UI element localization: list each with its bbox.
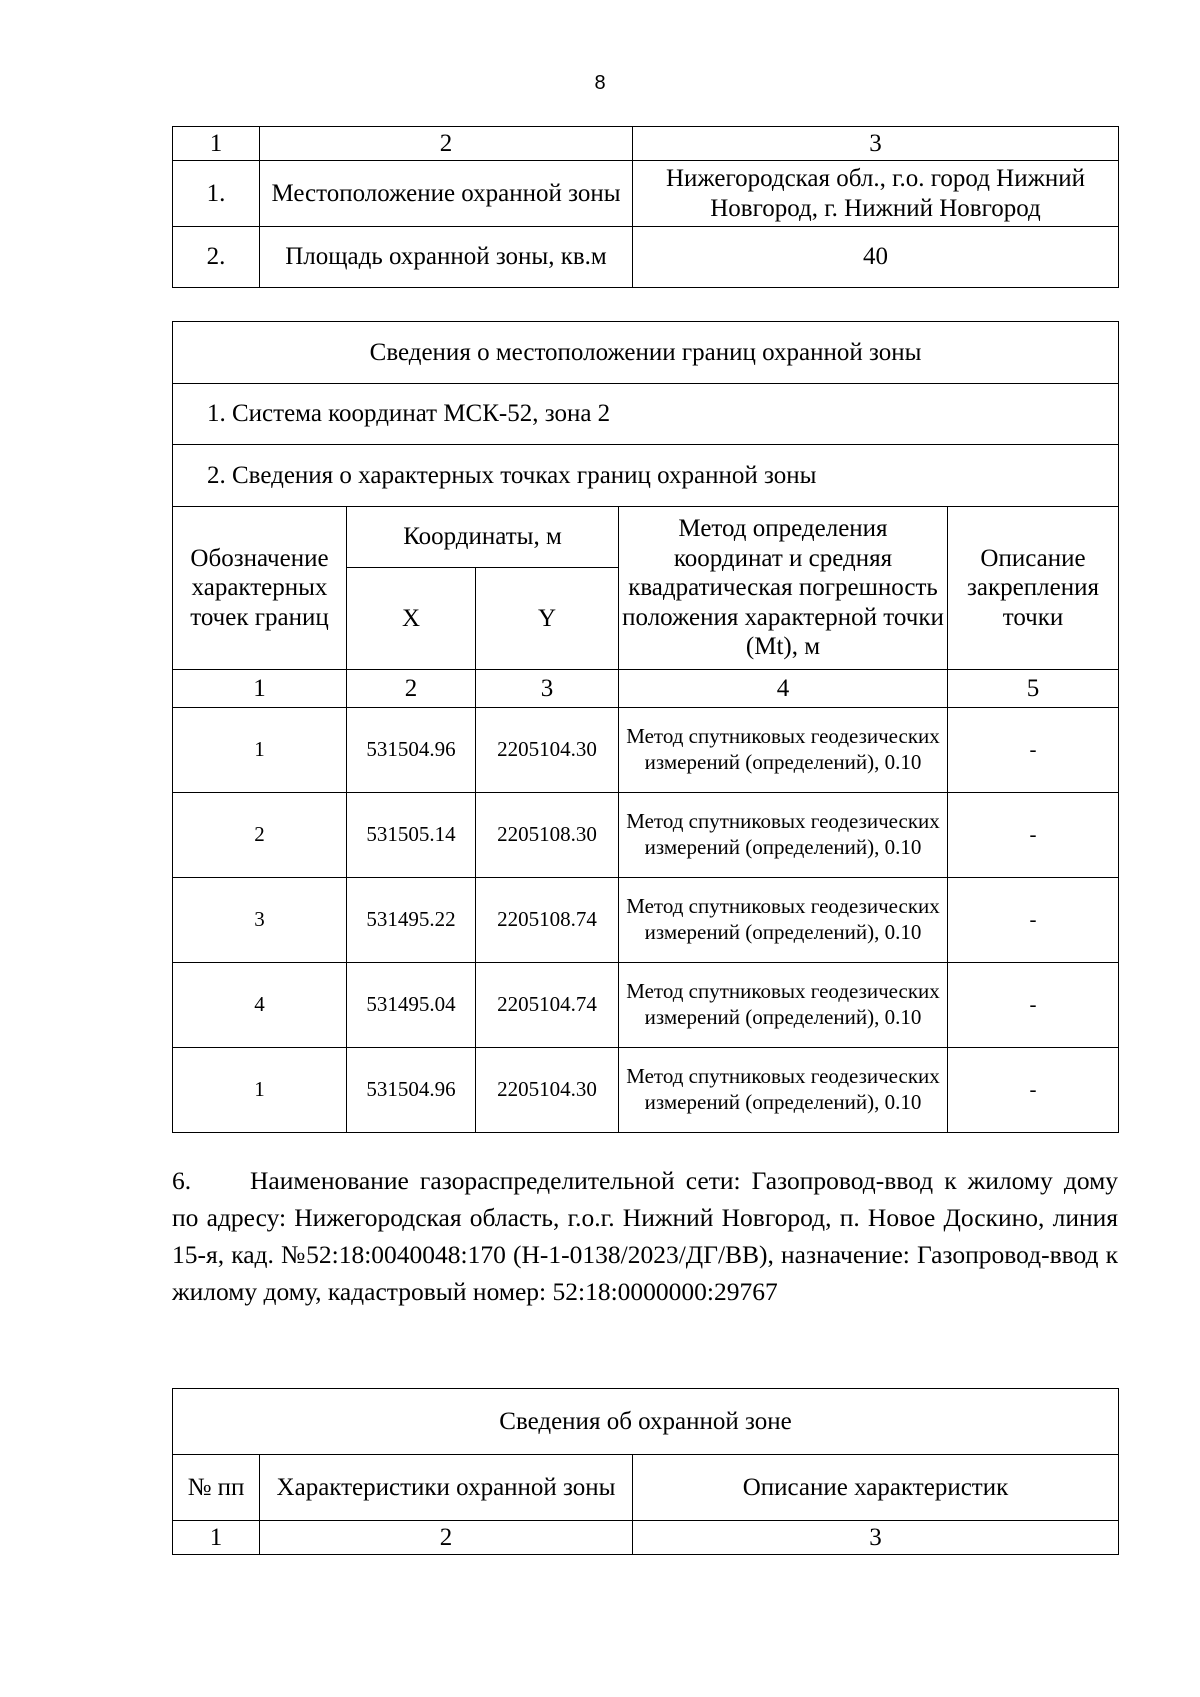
method: Метод спутниковых геодезических измерений (определений), 0.10 bbox=[619, 793, 948, 878]
fixing-description: - bbox=[948, 708, 1119, 793]
coord-y: 2205104.74 bbox=[476, 963, 619, 1048]
col-desc-header: Описание характеристик bbox=[633, 1455, 1119, 1521]
coord-y: 2205104.30 bbox=[476, 708, 619, 793]
row-label: Площадь охранной зоны, кв.м bbox=[260, 227, 633, 288]
table-title: Сведения о местоположении границ охранной зоны bbox=[173, 322, 1119, 384]
col-x-header: X bbox=[347, 568, 476, 670]
row-number: 2. bbox=[173, 227, 260, 288]
row-number: 1. bbox=[173, 161, 260, 227]
header-cell: 3 bbox=[633, 127, 1119, 161]
header-cell: 1 bbox=[173, 127, 260, 161]
coord-y: 2205108.74 bbox=[476, 878, 619, 963]
table-row bbox=[173, 227, 1119, 288]
coord-x: 531504.96 bbox=[347, 708, 476, 793]
point-id: 4 bbox=[173, 963, 347, 1048]
point-id: 3 bbox=[173, 878, 347, 963]
fixing-description: - bbox=[948, 963, 1119, 1048]
column-number-row bbox=[173, 670, 1119, 708]
table-row bbox=[173, 161, 1119, 227]
coord-x: 531495.22 bbox=[347, 878, 476, 963]
col-desc-header: Описание закрепления точки bbox=[948, 507, 1119, 670]
coord-x: 531504.96 bbox=[347, 1048, 476, 1133]
paragraph-text: Наименование газораспределительной сети: Газопровод-ввод к жилому дому по адресу: Нижегородская область, г.о.г. Нижний Новгород, п. Новое Доскино, линия 15-я, кад. №52:18:0040048:170 (Н-1-0138/2023/ДГ/ВВ), назначение: Газопровод-ввод к жилому дому, кадастровый номер: 52:18:0000000:29767 bbox=[172, 1166, 1118, 1306]
row-value: 40 bbox=[633, 227, 1119, 288]
points-title: 2. Сведения о характерных точках границ охранной зоны bbox=[173, 445, 1119, 507]
point-id: 1 bbox=[173, 708, 347, 793]
coord-y: 2205104.30 bbox=[476, 1048, 619, 1133]
column-number-row bbox=[173, 1521, 1119, 1555]
zone-location-table bbox=[172, 126, 1119, 288]
column-number: 4 bbox=[619, 670, 948, 708]
boundary-points-table bbox=[172, 321, 1119, 1133]
point-id: 1 bbox=[173, 1048, 347, 1133]
points-title-row bbox=[173, 445, 1119, 507]
column-number: 5 bbox=[948, 670, 1119, 708]
fixing-description: - bbox=[948, 1048, 1119, 1133]
coord-y: 2205108.30 bbox=[476, 793, 619, 878]
zone-info-table bbox=[172, 1388, 1119, 1555]
col-coords-header: Координаты, м bbox=[347, 507, 619, 568]
column-header-row bbox=[173, 507, 1119, 568]
method: Метод спутниковых геодезических измерений (определений), 0.10 bbox=[619, 708, 948, 793]
table-row bbox=[173, 963, 1119, 1048]
network-description-paragraph bbox=[172, 1162, 1118, 1310]
column-header-row bbox=[173, 1455, 1119, 1521]
fixing-description: - bbox=[948, 878, 1119, 963]
paragraph-number: 6. bbox=[172, 1166, 192, 1195]
column-number: 3 bbox=[476, 670, 619, 708]
column-number: 3 bbox=[633, 1521, 1119, 1555]
column-number: 1 bbox=[173, 1521, 260, 1555]
fixing-description: - bbox=[948, 793, 1119, 878]
table-title-row bbox=[173, 1389, 1119, 1455]
header-cell: 2 bbox=[260, 127, 633, 161]
method: Метод спутниковых геодезических измерений (определений), 0.10 bbox=[619, 963, 948, 1048]
col-char-header: Характеристики охранной зоны bbox=[260, 1455, 633, 1521]
col-method-header: Метод определения координат и средняя квадратическая погрешность положения характерной точки (Mt), м bbox=[619, 507, 948, 670]
table-row bbox=[173, 1048, 1119, 1133]
page-number: 8 bbox=[594, 72, 606, 94]
coordinate-system-row bbox=[173, 384, 1119, 445]
column-number: 2 bbox=[347, 670, 476, 708]
column-number: 1 bbox=[173, 670, 347, 708]
coord-x: 531495.04 bbox=[347, 963, 476, 1048]
table-header-row bbox=[173, 127, 1119, 161]
point-id: 2 bbox=[173, 793, 347, 878]
table-row bbox=[173, 708, 1119, 793]
column-number: 2 bbox=[260, 1521, 633, 1555]
table-row bbox=[173, 793, 1119, 878]
row-value: Нижегородская обл., г.о. город Нижний Новгород, г. Нижний Новгород bbox=[633, 161, 1119, 227]
method: Метод спутниковых геодезических измерений (определений), 0.10 bbox=[619, 1048, 948, 1133]
table-title: Сведения об охранной зоне bbox=[173, 1389, 1119, 1455]
row-label: Местоположение охранной зоны bbox=[260, 161, 633, 227]
coord-x: 531505.14 bbox=[347, 793, 476, 878]
coordinate-system: 1. Система координат МСК-52, зона 2 bbox=[173, 384, 1119, 445]
table-title-row bbox=[173, 322, 1119, 384]
col-num-header: № пп bbox=[173, 1455, 260, 1521]
table-row bbox=[173, 878, 1119, 963]
method: Метод спутниковых геодезических измерений (определений), 0.10 bbox=[619, 878, 948, 963]
col-point-header: Обозначение характерных точек границ bbox=[173, 507, 347, 670]
col-y-header: Y bbox=[476, 568, 619, 670]
